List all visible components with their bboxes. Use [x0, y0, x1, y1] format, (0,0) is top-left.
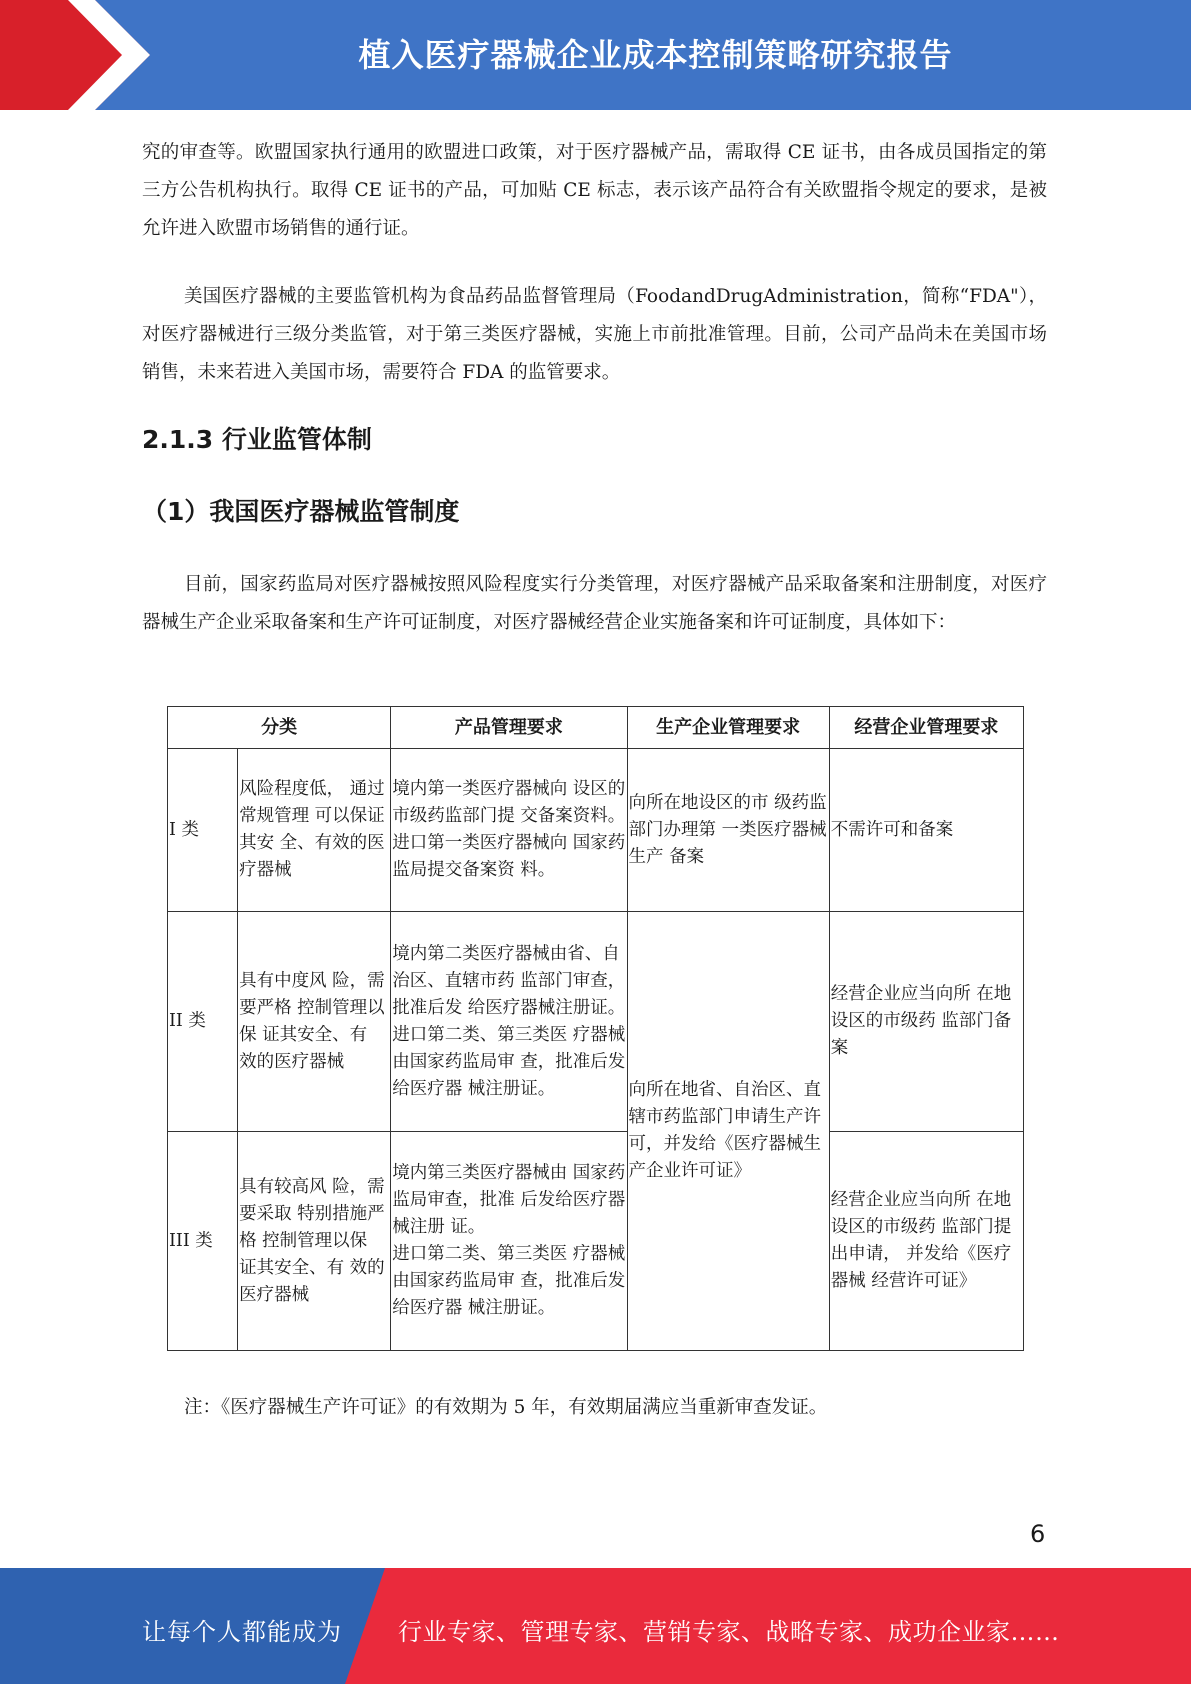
table-header-cell: 经营企业管理要求 [829, 707, 1023, 749]
table-header-cell: 生产企业管理要求 [627, 707, 829, 749]
product-requirement-cell: 境内第三类医疗器械由 国家药监局审查，批准 后发给医疗器械注册 证。 进口第二类、第三类医 疗器械由国家药监局审 查，批准后发给医疗器 械注册证。 [391, 1132, 627, 1351]
table-row [168, 912, 1024, 1132]
footer-slogan-left: 让每个人都能成为 [142, 1618, 342, 1646]
description-cell: 具有较高风 险，需要采取 特别措施严格 控制管理以保 证其安全、有 效的医疗器械 [238, 1132, 391, 1351]
product-requirement-cell: 境内第一类医疗器械向 设区的市级药监部门提 交备案资料。 进口第一类医疗器械向 国家药监局提交备案资 料。 [391, 749, 627, 912]
footer-slogan-right: 行业专家、管理专家、营销专家、战略专家、成功企业家…… [398, 1618, 1060, 1646]
operation-requirement-cell: 经营企业应当向所 在地设区的市级药 监部门提出申请， 并发给《医疗器械 经营许可证》 [829, 1132, 1023, 1351]
class-cell: I 类 [168, 749, 238, 912]
section-heading: 2.1.3 行业监管体制 [142, 425, 372, 454]
operation-requirement-cell: 经营企业应当向所 在地设区的市级药 监部门备案 [829, 912, 1023, 1132]
paragraph-eu-regulation: 究的审查等。欧盟国家执行通用的欧盟进口政策，对于医疗器械产品，需取得 CE 证书，由各成员国指定的第三方公告机构执行。取得 CE 证书的产品，可加贴 CE 标志，表示该产品符合有关欧盟指令规定的要求，是被允许进入欧盟市场销售的通行证。 [142, 142, 1047, 239]
paragraph-us-fda: 美国医疗器械的主要监管机构为食品药品监督管理局（FoodandDrugAdministration，简称“FDA"），对医疗器械进行三级分类监管，对于第三类医疗器械，实施上市前批准管理。目前，公司产品尚未在美国市场销售，未来若进入美国市场，需要符合 FDA 的监管要求。 [142, 286, 1047, 383]
table-note: 注：《医疗器械生产许可证》的有效期为 5 年，有效期届满应当重新审查发证。 [184, 1397, 828, 1418]
table-header-cell: 产品管理要求 [391, 707, 627, 749]
page-footer [0, 1568, 1191, 1684]
class-cell: III 类 [168, 1132, 238, 1351]
description-cell: 具有中度风 险，需要严格 控制管理以保 证其安全、有 效的医疗器械 [238, 912, 391, 1132]
class-cell: II 类 [168, 912, 238, 1132]
table-header-row [168, 707, 1024, 749]
header-chevron-decoration [0, 0, 160, 110]
page-header [0, 0, 1191, 110]
description-cell: 风险程度低， 通过常规管理 可以保证其安 全、有效的医 疗器械 [238, 749, 391, 912]
page-number: 6 [1030, 1520, 1046, 1548]
operation-requirement-cell: 不需许可和备案 [829, 749, 1023, 912]
paragraph-china-regulation: 目前，国家药监局对医疗器械按照风险程度实行分类管理，对医疗器械产品采取备案和注册制度，对医疗器械生产企业采取备案和生产许可证制度，对医疗器械经营企业实施备案和许可证制度，具体如下： [142, 574, 1047, 633]
production-requirement-cell: 向所在地设区的市 级药监部门办理第 一类医疗器械生产 备案 [627, 749, 829, 912]
report-title: 植入医疗器械企业成本控制策略研究报告 [358, 36, 953, 74]
table-row [168, 749, 1024, 912]
production-requirement-cell: 向所在地省、自治区、直辖市药监部门申请生产许可，并发给《医疗器械生产企业许可证》 [627, 912, 829, 1351]
regulation-table [167, 706, 1024, 1351]
table-row [168, 1132, 1024, 1351]
subsection-heading: （1）我国医疗器械监管制度 [142, 497, 460, 526]
product-requirement-cell: 境内第二类医疗器械由省、自治区、直辖市药 监部门审查，批准后发 给医疗器械注册证。 进口第二类、第三类医 疗器械由国家药监局审 查，批准后发给医疗器 械注册证。 [391, 912, 627, 1132]
table-header-cell: 分类 [168, 707, 391, 749]
